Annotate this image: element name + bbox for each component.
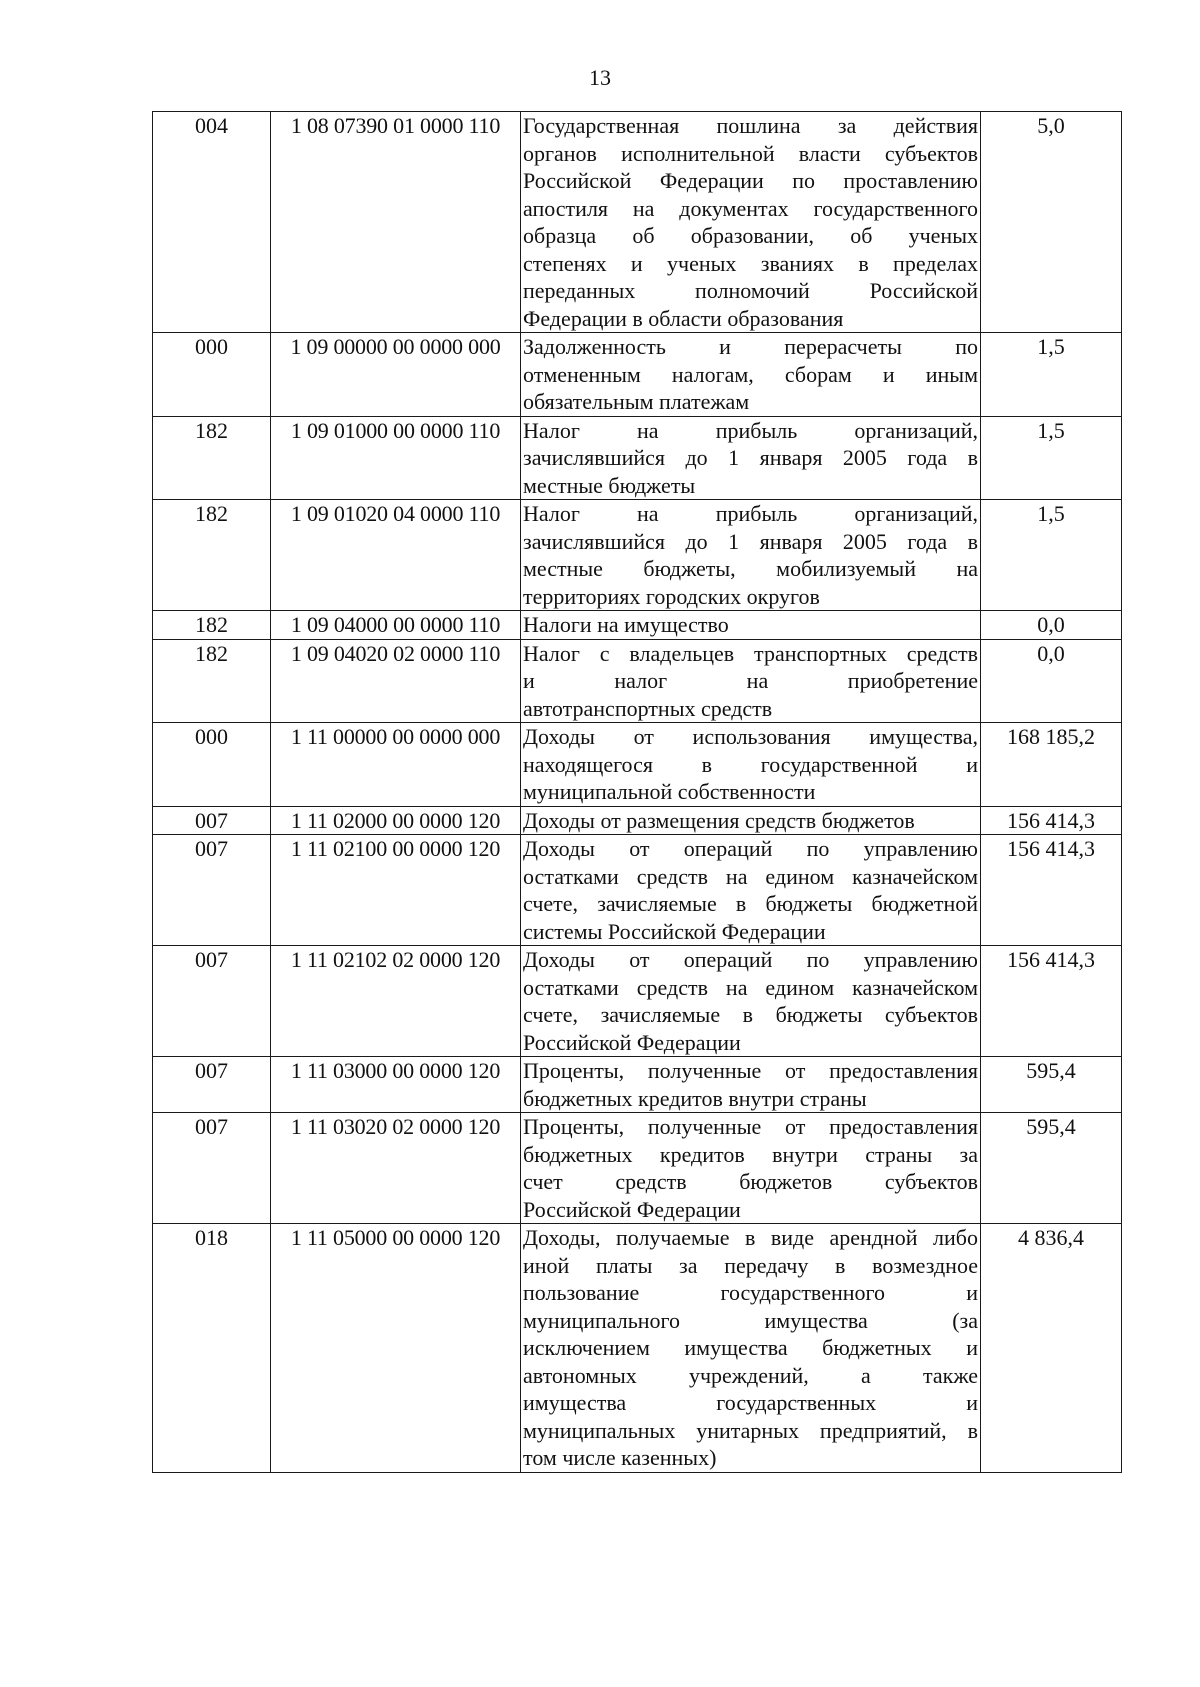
revenue-name-cell (521, 1224, 981, 1473)
revenue-name-line: Государственная пошлина за действия (523, 113, 978, 138)
page-number: 13 (589, 65, 611, 90)
revenue-name-line: степенях и ученых званиях в пределах (523, 250, 978, 276)
revenue-name-line: отмененным налогам, сборам и иным (523, 361, 978, 387)
revenue-name-line: муниципальных унитарных предприятий, в (523, 1417, 978, 1443)
amount-cell: 168 185,2 (981, 723, 1122, 807)
revenue-name-line: территориях городских округов (523, 583, 820, 609)
revenue-name-line: апостиля на документах государственного (523, 195, 978, 221)
revenue-name-line: бюджетных кредитов внутри страны (523, 1085, 867, 1111)
amount-cell: 5,0 (981, 112, 1122, 333)
revenue-name-cell (521, 1113, 981, 1224)
budget-code-cell: 1 11 05000 00 0000 120 (271, 1224, 521, 1473)
revenue-name-cell (521, 611, 981, 640)
admin-code-cell: 004 (153, 112, 271, 333)
amount-cell: 156 414,3 (981, 806, 1122, 835)
table-row (153, 1224, 1122, 1473)
amount-cell: 0,0 (981, 639, 1122, 723)
table-row (153, 835, 1122, 946)
revenue-name-line: Налог с владельцев транспортных средств (523, 640, 978, 666)
revenue-name-line: Доходы от операций по управлению (523, 836, 978, 861)
amount-cell: 595,4 (981, 1057, 1122, 1113)
revenue-name-cell (521, 946, 981, 1057)
budget-code-cell: 1 08 07390 01 0000 110 (271, 112, 521, 333)
amount-cell: 156 414,3 (981, 946, 1122, 1057)
revenue-name-line: Проценты, полученные от предоставления (523, 1114, 978, 1139)
revenue-name-cell (521, 500, 981, 611)
revenue-name-line: местные бюджеты (523, 472, 696, 498)
amount-cell: 1,5 (981, 500, 1122, 611)
admin-code-cell: 182 (153, 611, 271, 640)
revenue-name-line: Федерации в области образования (523, 305, 844, 331)
revenue-table-body (153, 112, 1122, 1473)
revenue-name-line: автономных учреждений, а также (523, 1362, 978, 1388)
admin-code-cell: 007 (153, 806, 271, 835)
revenue-name-line: переданных полномочий Российской (523, 278, 978, 303)
amount-cell: 0,0 (981, 611, 1122, 640)
revenue-name-line: иной платы за передачу в возмездное (523, 1252, 978, 1278)
table-row (153, 333, 1122, 417)
revenue-name-line: Доходы от размещения средств бюджетов (523, 807, 915, 833)
revenue-name-line: имущества государственных и (523, 1390, 978, 1415)
admin-code-cell: 182 (153, 416, 271, 500)
revenue-name-cell (521, 835, 981, 946)
table-row (153, 500, 1122, 611)
budget-code-cell: 1 09 00000 00 0000 000 (271, 333, 521, 417)
revenue-name-line: автотранспортных средств (523, 695, 773, 721)
revenue-name-line: и налог на приобретение (523, 668, 978, 693)
revenue-name-cell (521, 639, 981, 723)
revenue-table (152, 111, 1122, 1473)
budget-code-cell: 1 11 02102 02 0000 120 (271, 946, 521, 1057)
budget-code-cell: 1 09 04000 00 0000 110 (271, 611, 521, 640)
revenue-name-cell (521, 806, 981, 835)
admin-code-cell: 000 (153, 333, 271, 417)
amount-cell: 4 836,4 (981, 1224, 1122, 1473)
admin-code-cell: 007 (153, 835, 271, 946)
revenue-name-line: том числе казенных) (523, 1445, 717, 1470)
revenue-name-cell (521, 112, 981, 333)
budget-code-cell: 1 09 01000 00 0000 110 (271, 416, 521, 500)
revenue-name-line: Российской Федерации (523, 1029, 741, 1055)
revenue-name-line: остатками средств на едином казначейском (523, 863, 978, 889)
admin-code-cell: 000 (153, 723, 271, 807)
table-row (153, 611, 1122, 640)
revenue-name-line: исключением имущества бюджетных и (523, 1335, 978, 1360)
amount-cell: 1,5 (981, 333, 1122, 417)
revenue-name-line: зачислявшийся до 1 января 2005 года в (523, 528, 978, 554)
admin-code-cell: 007 (153, 946, 271, 1057)
revenue-name-line: органов исполнительной власти субъектов (523, 140, 978, 166)
table-row (153, 1057, 1122, 1113)
budget-code-cell: 1 11 03000 00 0000 120 (271, 1057, 521, 1113)
revenue-name-line: муниципального имущества (за (523, 1307, 978, 1333)
revenue-name-line: Российской Федерации (523, 1196, 741, 1222)
revenue-name-line: Доходы от использования имущества, (523, 724, 978, 749)
revenue-name-line: Доходы, получаемые в виде арендной либо (523, 1225, 978, 1250)
revenue-name-line: зачислявшийся до 1 января 2005 года в (523, 445, 978, 470)
revenue-name-line: Налог на прибыль организаций, (523, 417, 978, 443)
budget-code-cell: 1 11 03020 02 0000 120 (271, 1113, 521, 1224)
table-row (153, 946, 1122, 1057)
amount-cell: 156 414,3 (981, 835, 1122, 946)
admin-code-cell: 007 (153, 1057, 271, 1113)
table-row (153, 806, 1122, 835)
revenue-name-line: пользование государственного и (523, 1280, 978, 1305)
revenue-name-line: Проценты, полученные от предоставления (523, 1058, 978, 1083)
revenue-name-line: счете, зачисляемые в бюджеты субъектов (523, 1002, 978, 1027)
revenue-name-line: муниципальной собственности (523, 779, 816, 804)
revenue-name-cell (521, 416, 981, 500)
amount-cell: 595,4 (981, 1113, 1122, 1224)
admin-code-cell: 182 (153, 639, 271, 723)
budget-code-cell: 1 11 00000 00 0000 000 (271, 723, 521, 807)
revenue-name-cell (521, 723, 981, 807)
revenue-name-line: Доходы от операций по управлению (523, 947, 978, 972)
revenue-name-line: системы Российской Федерации (523, 918, 826, 944)
revenue-name-line: счет средств бюджетов субъектов (523, 1169, 978, 1194)
budget-code-cell: 1 11 02000 00 0000 120 (271, 806, 521, 835)
amount-cell: 1,5 (981, 416, 1122, 500)
table-row (153, 416, 1122, 500)
budget-code-cell: 1 11 02100 00 0000 120 (271, 835, 521, 946)
revenue-name-cell (521, 333, 981, 417)
admin-code-cell: 018 (153, 1224, 271, 1473)
budget-code-cell: 1 09 04020 02 0000 110 (271, 639, 521, 723)
revenue-name-line: Российской Федерации по проставлению (523, 168, 978, 193)
revenue-name-line: Налог на прибыль организаций, (523, 501, 978, 526)
table-row (153, 723, 1122, 807)
table-row (153, 112, 1122, 333)
table-row (153, 1113, 1122, 1224)
admin-code-cell: 007 (153, 1113, 271, 1224)
revenue-name-line: Задолженность и перерасчеты по (523, 334, 978, 359)
revenue-name-line: находящегося в государственной и (523, 751, 978, 777)
revenue-name-line: бюджетных кредитов внутри страны за (523, 1141, 978, 1167)
revenue-name-cell (521, 1057, 981, 1113)
table-row (153, 639, 1122, 723)
budget-code-cell: 1 09 01020 04 0000 110 (271, 500, 521, 611)
revenue-name-line: местные бюджеты, мобилизуемый на (523, 556, 978, 581)
revenue-name-line: обязательным платежам (523, 389, 750, 414)
revenue-name-line: остатками средств на едином казначейском (523, 974, 978, 1000)
revenue-name-line: образца об образовании, об ученых (523, 223, 978, 248)
admin-code-cell: 182 (153, 500, 271, 611)
revenue-name-line: счете, зачисляемые в бюджеты бюджетной (523, 891, 978, 916)
revenue-name-line: Налоги на имущество (523, 612, 729, 637)
